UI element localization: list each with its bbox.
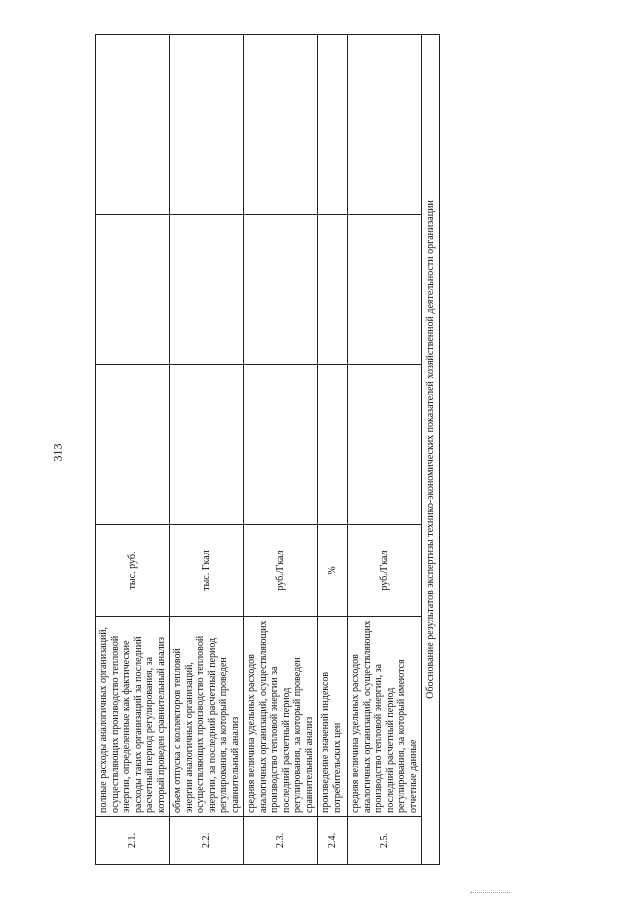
value-cell	[170, 35, 244, 215]
row-description: средняя величина удельных расходов аналогичных организаций, осуществляющих производство тепловой энергии за последний расчетный период регулирования, за который проведен сравнительный анализ	[244, 617, 318, 817]
row-unit: руб./Гкал	[348, 525, 422, 617]
page-number: 313	[50, 443, 65, 462]
table-row	[318, 35, 348, 865]
table-frame	[95, 35, 436, 865]
row-description: произведение значений индексов потребительских цен	[318, 617, 348, 817]
value-cell	[244, 215, 318, 365]
rotated-table-area	[95, 35, 436, 865]
row-number: 2.4.	[318, 817, 348, 865]
table-row	[170, 35, 244, 865]
value-cell	[318, 215, 348, 365]
value-cell	[348, 365, 422, 525]
row-description: объем отпуска с коллекторов тепловой энергии аналогичных организаций, осуществляющих производство тепловой энергии, за последний расчетный период регулирования, за который проведен сравнительный анализ	[170, 617, 244, 817]
indicators-table	[95, 34, 440, 865]
table-row	[348, 35, 422, 865]
scan-mark	[470, 892, 510, 897]
row-number: 2.3.	[244, 817, 318, 865]
row-number: 2.5.	[348, 817, 422, 865]
value-cell	[348, 35, 422, 215]
row-unit: руб./Гкал	[244, 525, 318, 617]
value-cell	[244, 35, 318, 215]
value-cell	[96, 215, 170, 365]
row-description: средняя величина удельных расходов аналогичных организаций, осуществляющих производство тепловой энергии, за последний расчетный период регулирования, за который имеются отчетные данные	[348, 617, 422, 817]
value-cell	[96, 35, 170, 215]
table-footer-row	[422, 35, 440, 865]
value-cell	[170, 215, 244, 365]
row-unit: %	[318, 525, 348, 617]
value-cell	[170, 365, 244, 525]
value-cell	[348, 215, 422, 365]
value-cell	[96, 365, 170, 525]
value-cell	[244, 365, 318, 525]
row-unit: тыс. руб.	[96, 525, 170, 617]
table-row	[96, 35, 170, 865]
value-cell	[318, 35, 348, 215]
row-description: полные расходы аналогичных организаций, осуществляющих производство тепловой энергии, определенные как фактические расходы таких организаций за последний расчетный период регулирования, за который проведен сравнительный анализ	[96, 617, 170, 817]
table-footer: Обоснование результатов экспертизы технико-экономических показателей хозяйственной деятельности организации	[422, 35, 440, 865]
row-unit: тыс. Гкал	[170, 525, 244, 617]
row-number: 2.2.	[170, 817, 244, 865]
table-row	[244, 35, 318, 865]
row-number: 2.1.	[96, 817, 170, 865]
value-cell	[318, 365, 348, 525]
